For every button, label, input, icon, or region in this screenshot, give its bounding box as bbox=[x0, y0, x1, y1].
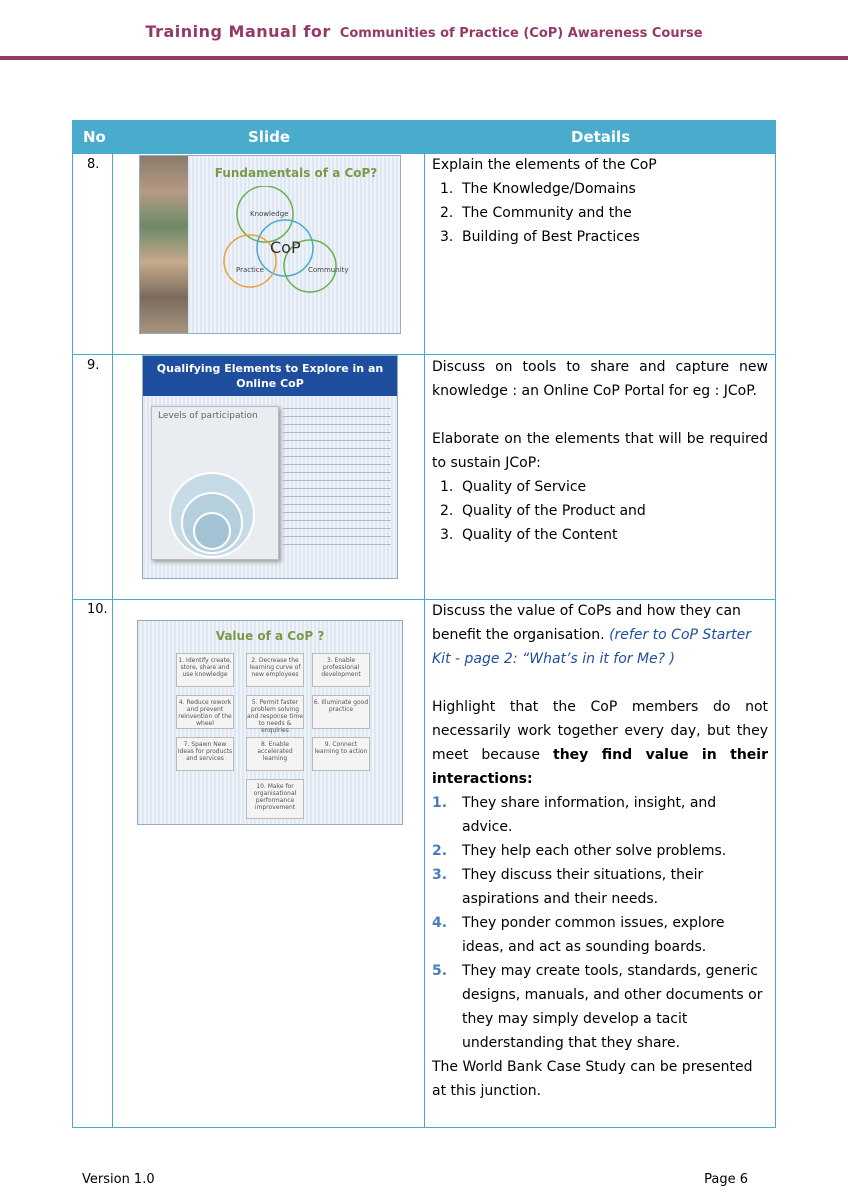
col-divider bbox=[112, 154, 113, 1128]
slide-thumbnail bbox=[137, 620, 403, 825]
details-cell bbox=[432, 599, 768, 1103]
col-slide-header: Slide bbox=[248, 128, 290, 146]
list-item: 1. Quality of Service bbox=[440, 479, 587, 495]
slide-thumbnail bbox=[142, 355, 398, 579]
value-box: 4. Reduce rework and prevent reinvention of the wheel bbox=[176, 695, 234, 729]
venn-label: Community bbox=[308, 266, 349, 274]
col-details-header: Details bbox=[571, 128, 631, 146]
content-table bbox=[72, 120, 776, 1128]
row-number: 9. bbox=[87, 358, 100, 373]
venn-label: Practice bbox=[236, 266, 264, 274]
slide-title: Fundamentals of a CoP? bbox=[214, 166, 378, 180]
slide-thumbnail bbox=[139, 155, 401, 334]
details-intro: Explain the elements of the CoP bbox=[432, 157, 657, 173]
list-item: 4. They ponder common issues, explore ideas, and act as sounding boards. bbox=[432, 915, 725, 955]
header-rule bbox=[0, 56, 848, 60]
reference-note: (refer to CoP Starter Kit - page 2: “What’s in it for Me? ) bbox=[432, 627, 751, 667]
value-box: 8. Enable accelerated learning bbox=[246, 737, 304, 771]
details-paragraph: Elaborate on the elements that will be required to sustain JCoP: bbox=[432, 431, 768, 471]
value-box: 7. Spawn New Ideas for products and services bbox=[176, 737, 234, 771]
details-paragraph: Discuss on tools to share and capture new knowledge : an Online CoP Portal for eg : JCoP. bbox=[432, 359, 768, 399]
details-closing: The World Bank Case Study can be presented at this junction. bbox=[432, 1059, 753, 1099]
value-box: 5. Permit faster problem solving and response time to needs & enquiries bbox=[246, 695, 304, 729]
list-item: 3. They discuss their situations, their aspirations and their needs. bbox=[432, 867, 704, 907]
slide-title: Qualifying Elements to Explore in an Online CoP bbox=[143, 356, 397, 396]
row-number: 8. bbox=[87, 157, 100, 172]
details-cell bbox=[432, 153, 768, 249]
value-box: 1. Identify create, store, share and use knowledge bbox=[176, 653, 234, 687]
page-header bbox=[0, 22, 848, 41]
photo-strip bbox=[140, 156, 188, 333]
col-divider bbox=[424, 154, 425, 1128]
row-number: 10. bbox=[87, 602, 108, 617]
slide-title: Value of a CoP ? bbox=[215, 629, 325, 643]
list-item: 1. The Knowledge/Domains bbox=[440, 181, 636, 197]
venn-center-label: CoP bbox=[270, 238, 301, 257]
footer-version: Version 1.0 bbox=[82, 1172, 155, 1187]
header-title-rest: Communities of Practice (CoP) Awareness Course bbox=[339, 26, 703, 41]
footer-page-number: Page 6 bbox=[704, 1172, 748, 1187]
value-box: 9. Connect learning to action bbox=[312, 737, 370, 771]
list-item: 2. The Community and the bbox=[440, 205, 632, 221]
venn-label: Knowledge bbox=[250, 210, 289, 218]
table-header bbox=[73, 121, 775, 154]
list-item: 1. They share information, insight, and advice. bbox=[432, 795, 717, 835]
header-title-bold: Training Manual for bbox=[145, 22, 331, 41]
list-item: 5. They may create tools, standards, generic designs, manuals, and other documents or they may simply develop a tacit understanding that they share. bbox=[432, 963, 763, 1051]
slide-bullets bbox=[283, 402, 391, 552]
list-item: 2. They help each other solve problems. bbox=[432, 843, 727, 859]
value-box: 6. Illuminate good practice bbox=[312, 695, 370, 729]
value-box: 3. Enable professional development bbox=[312, 653, 370, 687]
list-item: 3. Quality of the Content bbox=[440, 527, 618, 543]
list-item: 3. Building of Best Practices bbox=[440, 229, 640, 245]
value-box: 10. Make for organisational performance improvement bbox=[246, 779, 304, 819]
value-box: 2. Decrease the learning curve of new employees bbox=[246, 653, 304, 687]
details-paragraph: Discuss the value of CoPs and how they can benefit the organisation. (refer to CoP Starter Kit - page 2: “What’s in it for Me? ) bbox=[432, 603, 751, 667]
details-cell bbox=[432, 355, 768, 547]
details-paragraph: Highlight that the CoP members do not necessarily work together every day, but they meet because they find value in their interactions: bbox=[432, 699, 768, 787]
participation-diagram: Levels of participation bbox=[151, 406, 279, 560]
list-item: 2. Quality of the Product and bbox=[440, 503, 646, 519]
col-no-header: No bbox=[83, 128, 106, 146]
